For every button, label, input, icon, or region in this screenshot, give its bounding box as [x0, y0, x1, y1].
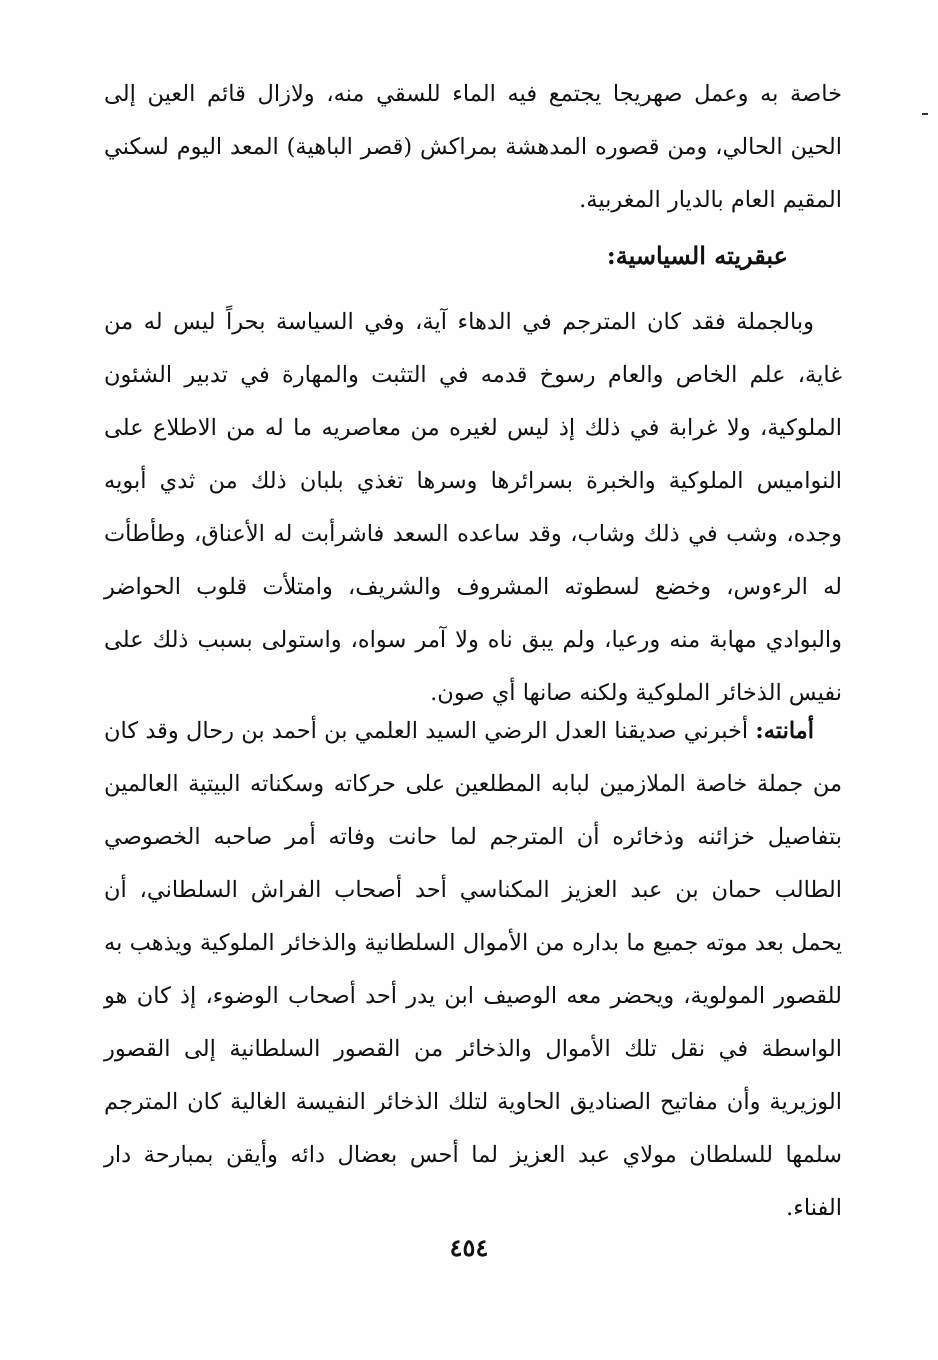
margin-mark — [922, 113, 928, 115]
politics-paragraph: وبالجملة فقد كان المترجم في الدهاء آية، وفي السياسة بحراً ليس له من غاية، علم الخاص والعام رسوخ قدمه في التثبت والمهارة في تدبير الشئون الملوكية، ولا غرابة في ذلك إذ ليس لغيره من معاصريه ما له من الاطلاع على النواميس الملوكية والخبرة بسرائرها وسرها تغذي بلبان ذلك من ثدي أبويه وجده، وشب في ذلك وشاب، وقد ساعده السعد فاشرأبت له الأعناق، وطأطأت له الرءوس، وخضع لسطوته المشروف والشريف، وامتلأت قلوب الحواضر والبوادي مهابة منه ورعيا، ولم يبق ناه ولا آمر سواه، واستولى بسبب ذلك على نفيس الذخائر الملوكية ولكنه صانها أي صون. — [104, 309, 842, 706]
section-heading-politics: عبقريته السياسية: — [606, 241, 788, 270]
trust-lead-heading: أمانته: — [755, 718, 814, 744]
trust-paragraph — [104, 705, 842, 1235]
page-number: ٤٥٤ — [449, 1233, 489, 1262]
trust-paragraph-body: أخبرني صديقنا العدل الرضي السيد العلمي بن أحمد بن رحال وقد كان من جملة خاصة الملازمين لبابه المطلعين على حركاته وسكناته البيتية العالمين بتفاصيل خزائنه وذخائره أن المترجم لما حانت وفاته أمر صاحبه الخصوصي الطالب حمان بن عبد العزيز المكناسي أحد أصحاب الفراش السلطاني، أن يحمل بعد موته جميع ما بداره من الأموال السلطانية والذخائر الملوكية ويذهب به للقصور المولوية، ويحضر معه الوصيف ابن يدر أحد أصحاب الوضوء، إذ كان هو الواسطة في نقل تلك الأموال والذخائر من القصور السلطانية إلى القصور الوزيرية وأن مفاتيح الصناديق الحاوية لتلك الذخائر النفيسة الغالية كان المترجم سلمها للسلطان مولاي عبد العزيز لما أحس بعضال دائه وأيقن بمبارحة دار الفناء. — [104, 718, 842, 1221]
intro-paragraph: خاصة به وعمل صهريجا يجتمع فيه الماء للسقي منه، ولازال قائم العين إلى الحين الحالي، ومن قصوره المدهشة بمراكش (قصر الباهية) المعد اليوم لسكني المقيم العام بالديار المغربية. — [104, 81, 842, 213]
